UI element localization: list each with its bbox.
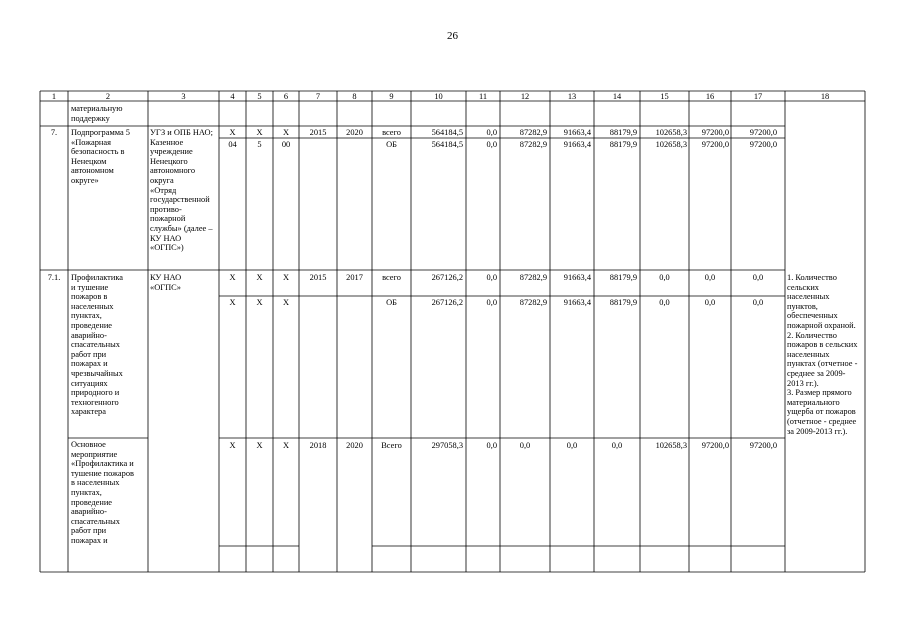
row71-l2-c16: 0,0: [704, 298, 716, 307]
row71-l1-c15: 0,0: [659, 273, 670, 282]
row7-l2-c12: 87282,9: [519, 140, 547, 149]
row7-l1-c11: 0,0: [486, 128, 497, 137]
main-activity-name: Основное мероприятие «Профилактика и тушение пожаров в населенных пунктах, проведение аварийно- спасательных работ при пожарах и: [71, 440, 134, 545]
row7-l2-c13: 91663,4: [563, 140, 591, 149]
row7-l1-c4: X: [229, 128, 236, 137]
row7-l1-c16: 97200,0: [701, 128, 729, 137]
row7-l2-c10: 564184,5: [431, 140, 463, 149]
main-l1-c15: 102658,3: [655, 441, 687, 450]
row71-l1-c11: 0,0: [486, 273, 497, 282]
header-col-7: 7: [315, 92, 321, 101]
page-number: 26: [447, 30, 458, 42]
header-col-6: 6: [283, 92, 289, 101]
row71-l1-c5: X: [256, 273, 263, 282]
row71-l1-c16: 0,0: [704, 273, 716, 282]
row7-l1-c6: X: [282, 128, 290, 137]
row7-l1-c9: всего: [382, 128, 401, 137]
main-l1-c5: X: [256, 441, 263, 450]
row71-l2-c6: X: [282, 298, 290, 307]
header-col-16: 16: [705, 92, 715, 101]
row7-l1-c13: 91663,4: [563, 128, 591, 137]
row7-l2-c5: 5: [257, 140, 262, 149]
row71-l2-c14: 88179,9: [609, 298, 637, 307]
row71-l2-c12: 87282,9: [519, 298, 547, 307]
row71-l1-c8: 2017: [346, 273, 363, 282]
row7-name: Подпрограмма 5 «Пожарная безопасность в Ненецком автономном округе»: [71, 128, 130, 185]
carry-over-text: материальную поддержку: [71, 104, 123, 123]
row71-indicators: 1. Количество сельских населенных пунктов, обеспеченных пожарной охраной. 2. Количество пожаров в сельских населенных пунктах (отчетное - среднее за 2009- 2013 гг.). 3. Размер прямого материального ущерба от пожаров (отчетное - среднее за 2009-2013 гг.).: [787, 273, 858, 436]
row7-executor: УГЗ и ОПБ НАО; Казенное учреждение Ненецкого автономного округа «Отряд государственной противо- пожарной службы» (далее – КУ НАО «ОГПС»): [150, 128, 213, 253]
row71-l1-c13: 91663,4: [563, 273, 591, 282]
row7-l1-c8: 2020: [346, 128, 363, 137]
header-col-8: 8: [352, 92, 357, 101]
row7-l2-c14: 88179,9: [609, 140, 637, 149]
row7-l1-c10: 564184,5: [431, 128, 463, 137]
main-l1-c10: 297058,3: [431, 441, 463, 450]
header-col-3: 3: [181, 92, 186, 101]
row71-l2-c9: ОБ: [386, 298, 397, 307]
row71-number: 7.1.: [47, 273, 61, 282]
main-l1-c17: 97200,0: [749, 441, 777, 450]
header-col-2: 2: [105, 92, 111, 101]
header-col-14: 14: [612, 92, 622, 101]
main-l1-c14: 0,0: [611, 441, 623, 450]
row7-l2-c6: 00: [281, 140, 291, 149]
row7-l1-c5: X: [256, 128, 263, 137]
row7-l2-c9: ОБ: [386, 140, 397, 149]
main-l1-c11: 0,0: [486, 441, 497, 450]
header-col-4: 4: [230, 92, 235, 101]
header-col-11: 11: [478, 92, 488, 101]
header-col-12: 12: [520, 92, 530, 101]
header-col-13: 13: [567, 92, 577, 101]
row7-l1-c12: 87282,9: [519, 128, 547, 137]
header-col-10: 10: [434, 92, 443, 101]
header-col-9: 9: [389, 92, 394, 101]
row71-l1-c17: 0,0: [752, 273, 764, 282]
row7-number: 7.: [50, 128, 58, 137]
row71-l1-c6: X: [282, 273, 290, 282]
row7-l2-c17: 97200,0: [749, 140, 777, 149]
row71-l2-c13: 91663,4: [563, 298, 591, 307]
row7-l2-c4: 04: [228, 140, 237, 149]
main-l1-c16: 97200,0: [701, 441, 729, 450]
main-l1-c13: 0,0: [566, 441, 578, 450]
row71-l1-c9: всего: [382, 273, 401, 282]
header-col-1: 1: [51, 92, 57, 101]
header-col-17: 17: [753, 92, 763, 101]
main-l1-c9: Всего: [381, 441, 402, 450]
row71-l1-c4: X: [229, 273, 236, 282]
row71-l2-c17: 0,0: [752, 298, 764, 307]
row7-l2-c15: 102658,3: [655, 140, 687, 149]
row7-l1-c7: 2015: [309, 128, 327, 137]
main-l1-c12: 0,0: [519, 441, 531, 450]
row7-l2-c11: 0,0: [486, 140, 497, 149]
row71-l2-c10: 267126,2: [431, 298, 463, 307]
row71-l2-c11: 0,0: [486, 298, 497, 307]
main-l1-c8: 2020: [346, 441, 363, 450]
row71-l1-c14: 88179,9: [609, 273, 637, 282]
header-col-15: 15: [660, 92, 669, 101]
row71-executor: КУ НАО «ОГПС»: [150, 273, 182, 292]
row7-l2-c16: 97200,0: [701, 140, 729, 149]
row7-l1-c15: 102658,3: [655, 128, 687, 137]
row71-l1-c12: 87282,9: [519, 273, 547, 282]
row71-l1-c7: 2015: [309, 273, 327, 282]
header-col-5: 5: [257, 92, 262, 101]
row71-l2-c4: X: [229, 298, 236, 307]
row7-l1-c14: 88179,9: [609, 128, 637, 137]
row71-l2-c15: 0,0: [659, 298, 670, 307]
main-l1-c6: X: [282, 441, 290, 450]
row71-name: Профилактика и тушение пожаров в населенных пунктах, проведение аварийно- спасательных работ при пожарах и чрезвычайных ситуациях природного и техногенного характера: [71, 273, 123, 417]
header-col-18: 18: [820, 92, 830, 101]
main-l1-c7: 2018: [309, 441, 327, 450]
row71-l1-c10: 267126,2: [431, 273, 463, 282]
row71-l2-c5: X: [256, 298, 263, 307]
main-l1-c4: X: [229, 441, 236, 450]
row7-l1-c17: 97200,0: [749, 128, 777, 137]
